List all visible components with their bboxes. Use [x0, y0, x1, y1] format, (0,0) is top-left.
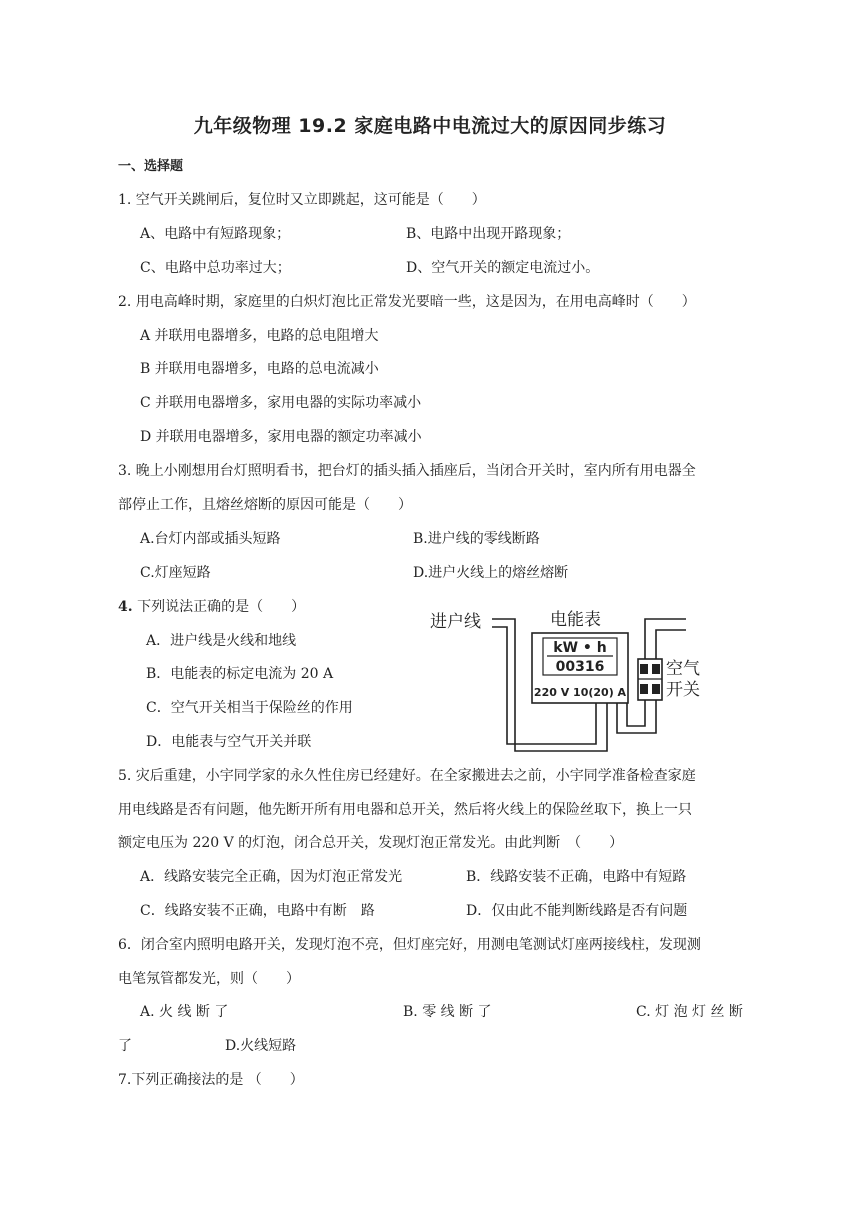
- q2-option-c: C 并联用电器增多，家用电器的实际功率减小: [140, 395, 422, 411]
- meter-switch-diagram: [424, 606, 704, 756]
- q3-option-b: B.进户线的零线断路: [413, 531, 540, 547]
- meter-label: 电能表: [550, 610, 601, 630]
- q4-option-b: B．电能表的标定电流为 20 A: [146, 666, 334, 682]
- q5-option-d: D．仅由此不能判断线路是否有问题: [466, 903, 688, 919]
- q7-stem: 7.下列正确接法的是 （ ）: [118, 1072, 304, 1088]
- q3-option-c: C.灯座短路: [140, 565, 211, 581]
- q1-stem: 1. 空气开关跳闸后，复位时又立即跳起，这可能是（ ）: [118, 192, 486, 208]
- q6-stem-line2: 电笔氖管都发光，则（ ）: [118, 971, 300, 987]
- q1-option-c: C、电路中总功率过大；: [140, 260, 291, 276]
- q1-option-a: A、电路中有短路现象；: [140, 226, 291, 242]
- q6-option-b: B. 零 线 断 了: [403, 1004, 492, 1020]
- q1-option-b: B、电路中出现开路现象；: [406, 226, 571, 242]
- q5-stem-line2: 用电线路是否有问题，他先断开所有用电器和总开关，然后将火线上的保险丝取下，换上一只: [118, 802, 692, 818]
- q4-stem: 下列说法正确的是（ ）: [137, 599, 306, 615]
- q3-stem-line2: 部停止工作，且熔丝熔断的原因可能是（ ）: [118, 497, 412, 513]
- switch-label-line2: 开关: [666, 680, 700, 700]
- q2-option-b: B 并联用电器增多，电路的总电流减小: [140, 361, 379, 377]
- meter-reading: 00316: [555, 659, 605, 675]
- switch-label-line1: 空气: [666, 659, 700, 679]
- air-switch-knob-4: [652, 684, 660, 694]
- q6-stem-line1: 6．闭合室内照明电路开关，发现灯泡不亮，但灯座完好，用测电笔测试灯座两接线柱，发现测: [118, 937, 701, 953]
- q3-stem-line1: 3. 晚上小刚想用台灯照明看书，把台灯的插头插入插座后，当闭合开关时，室内所有用电器全: [118, 463, 696, 479]
- q4-stem-row: [118, 600, 305, 614]
- q5-option-a: A．线路安装完全正确，因为灯泡正常发光: [140, 869, 403, 885]
- q2-stem: 2. 用电高峰时期，家庭里的白炽灯泡比正常发光要暗一些，这是因为，在用电高峰时（ ）: [118, 294, 696, 310]
- q4-option-c: C．空气开关相当于保险丝的作用: [146, 700, 353, 716]
- q2-option-d: D 并联用电器增多，家用电器的额定功率减小: [140, 429, 422, 445]
- q6-option-c-continued: 了: [118, 1038, 132, 1054]
- page-title: 九年级物理 19.2 家庭电路中电流过大的原因同步练习: [193, 115, 667, 137]
- air-switch-knob-3: [640, 684, 648, 694]
- q6-option-c: C. 灯 泡 灯 丝 断: [636, 1004, 743, 1020]
- meter-switch-wire-1: [617, 700, 656, 733]
- q6-option-a: A. 火 线 断 了: [140, 1004, 229, 1020]
- air-switch-knob-1: [640, 664, 648, 674]
- q5-option-b: B．线路安装不正确，电路中有短路: [466, 869, 687, 885]
- outlet-wire-1: [645, 619, 686, 659]
- q3-option-a: A.台灯内部或插头短路: [140, 531, 281, 547]
- inlet-label: 进户线: [430, 612, 481, 632]
- q5-stem-line1: 5. 灾后重建，小宇同学家的永久性住房已经建好。在全家搬进去之前，小宇同学准备检查家庭: [118, 768, 696, 784]
- meter-unit: kW • h: [553, 640, 607, 656]
- outlet-wire-2: [656, 630, 686, 659]
- q2-option-a: A 并联用电器增多，电路的总电阻增大: [140, 328, 379, 344]
- q5-stem-line3: 额定电压为 220 V 的灯泡，闭合总开关，发现灯泡正常发光。由此判断 （ ）: [118, 835, 624, 851]
- meter-switch-wire-2: [627, 700, 645, 726]
- meter-rating: 220 V 10(20) A: [533, 686, 627, 699]
- q4-option-d: D．电能表与空气开关并联: [146, 734, 312, 750]
- q3-option-d: D.进户火线上的熔丝熔断: [413, 565, 569, 581]
- q1-option-d: D、空气开关的额定电流过小。: [406, 260, 600, 276]
- q5-option-c: C．线路安装不正确，电路中有断 路: [140, 903, 375, 919]
- q4-option-a: A．进户线是火线和地线: [146, 633, 297, 649]
- q4-number: 4.: [118, 599, 133, 615]
- section-heading: 一、选择题: [118, 159, 184, 174]
- q6-option-d: D.火线短路: [225, 1038, 297, 1054]
- air-switch-knob-2: [652, 664, 660, 674]
